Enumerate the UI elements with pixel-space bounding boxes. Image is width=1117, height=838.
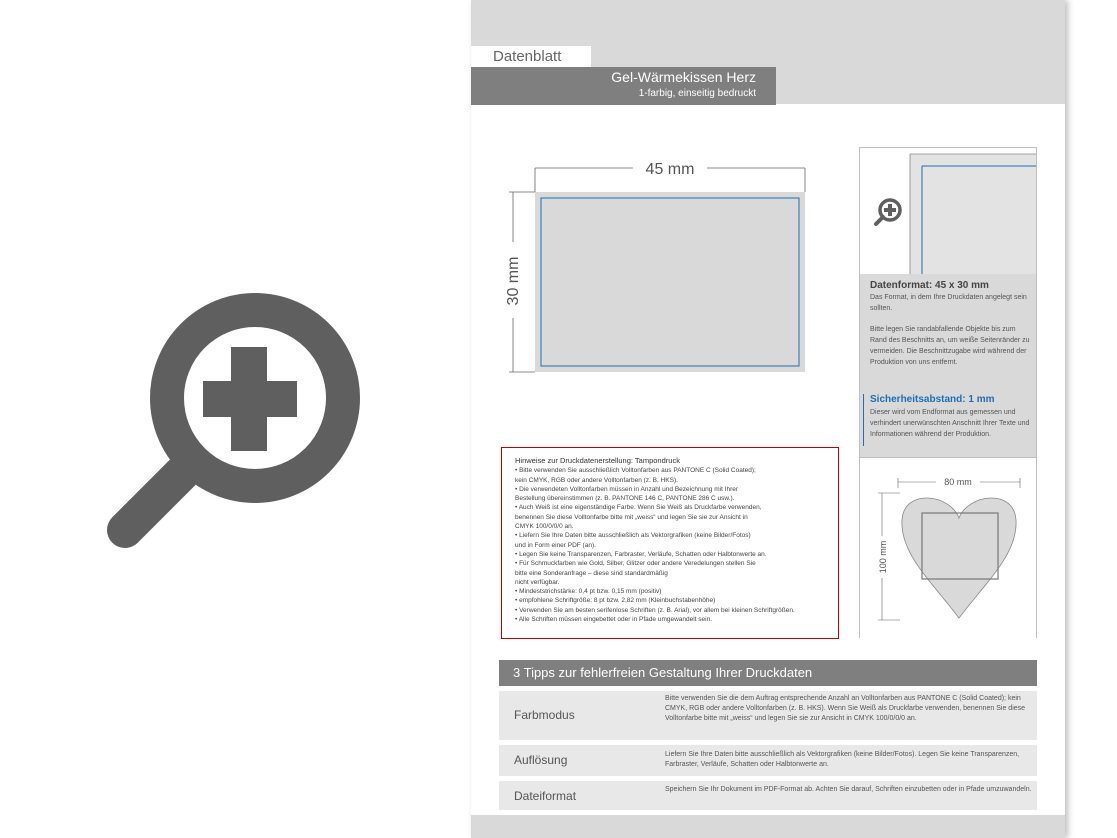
heart-drawing bbox=[860, 457, 1036, 638]
hints-box bbox=[501, 447, 839, 639]
datasheet-page bbox=[471, 0, 1065, 838]
hint-line: und in Form einer PDF (an). bbox=[515, 541, 596, 549]
corner-preview bbox=[860, 148, 1036, 274]
tip-text: Liefern Sie Ihre Daten bitte ausschließlich als Vektorgrafiken (keine Bilder/Fotos). Legen Sie keine Transparenzen, Farbraster, Verläufe, Schatten oder Halbtonwerte an. bbox=[665, 751, 1020, 768]
format-info bbox=[860, 274, 1036, 457]
hint-line: Bestellung übereinstimmen (z. B. PANTONE 146 C, PANTONE 286 C usw.). bbox=[515, 495, 735, 503]
hint-line: • Die verwendeten Volltonfarben müssen in Anzahl und Bezeichnung mit Ihrer bbox=[515, 485, 739, 493]
heart-shape bbox=[902, 498, 1016, 618]
hint-line: benennen Sie diese Volltonfarbe bitte mit „weiss“ und legen Sie sie zur Ansicht in bbox=[515, 513, 748, 521]
format-drawing bbox=[501, 150, 811, 380]
hint-line: • Bitte verwenden Sie ausschließlich Volltonfarben aus PANTONE C (Solid Coated); bbox=[515, 467, 756, 475]
product-title: Gel-Wärmekissen Herz bbox=[611, 69, 756, 85]
tip-row-dateiformat bbox=[499, 781, 1037, 810]
hint-line: • Verwenden Sie am besten serifenlose Schriften (z. B. Arial), vor allem bei kleinen Schriftgrößen. bbox=[515, 606, 795, 614]
tip-row-aufloesung bbox=[499, 745, 1037, 776]
tip-text: Speichern Sie Ihr Dokument im PDF-Format ab. Achten Sie darauf, Schriften einzubetten oder in Pfade umzuwandeln. bbox=[665, 786, 1032, 793]
zoom-in-icon[interactable] bbox=[872, 197, 904, 229]
zoom-in-icon[interactable] bbox=[100, 285, 360, 550]
footer-band bbox=[471, 815, 1065, 838]
heart-height-label: 100 mm bbox=[878, 540, 888, 574]
height-dimension-label: 30 mm bbox=[505, 256, 522, 306]
tip-text: Bitte verwenden Sie die dem Auftrag entsprechende Anzahl an Volltonfarben aus PANTONE C (Solid Coated); kein CMYK, RGB oder andere Volltonfarben (z. B. HKS). Wenn Sie Weiß als Druckfarbe verwenden, benennen Sie diese Volltonfarbe bitte mit „weiss“ und legen Sie sie zur Ansicht in CMYK 100/0/0/0 an. bbox=[665, 695, 1026, 722]
product-subtitle: 1-farbig, einseitig bedruckt bbox=[638, 88, 756, 99]
hint-line: • Alle Schriften müssen eingebettet oder in Pfade umgewandelt sein. bbox=[515, 616, 713, 624]
safety-marker bbox=[863, 394, 864, 446]
hint-line: nicht verfügbar. bbox=[515, 578, 560, 586]
tips-heading: 3 Tipps zur fehlerfreien Gestaltung Ihrer Druckdaten bbox=[499, 660, 1037, 686]
tip-label: Dateiformat bbox=[514, 789, 577, 803]
hint-line: • Für Schmuckfarben wie Gold, Silber, Glitzer oder andere Veredelungen stellen Sie bbox=[515, 560, 756, 568]
hint-line: kein CMYK, RGB oder andere Volltonfarben (z. B. HKS). bbox=[515, 476, 678, 484]
format-title: Datenformat: 45 x 30 mm bbox=[870, 280, 989, 291]
heart-width-label: 80 mm bbox=[944, 477, 972, 487]
datasheet-tab: Datenblatt bbox=[471, 46, 591, 67]
print-area bbox=[535, 192, 805, 372]
tip-row-farbmodus bbox=[499, 691, 1037, 740]
width-dimension-label: 45 mm bbox=[645, 161, 695, 178]
hint-line: • Liefern Sie Ihre Daten bitte ausschließlich als Vektorgrafiken (keine Bilder/Fotos) bbox=[515, 532, 751, 540]
hint-line: • Auch Weiß ist eine eigenständige Farbe. Wenn Sie Weiß als Druckfarbe verwenden, bbox=[515, 504, 762, 512]
format-sidebar bbox=[859, 147, 1037, 638]
hint-line: • Legen Sie keine Transparenzen, Farbraster, Verläufe, Schatten oder Halbtonwerte an. bbox=[515, 550, 767, 558]
title-bar bbox=[471, 67, 776, 105]
safety-text: Dieser wird vom Endformat aus gemessen und verhindert unerwünschten Anschnitt Ihrer Texte und Informationen während der Produktion. bbox=[870, 409, 1030, 438]
hint-line: • Mindeststrichstärke: 0,4 pt bzw. 0,15 mm (positiv) bbox=[515, 588, 662, 596]
hints-heading: Hinweise zur Druckdatenerstellung: Tampondruck bbox=[515, 456, 680, 465]
bleed-text: Bitte legen Sie randabfallende Objekte bis zum Rand des Beschnitts an, um weiße Seitenränder zu vermeiden. Die Beschnittzugabe wird während der Produktion von uns entfernt. bbox=[870, 326, 1030, 366]
hint-line: bitte eine Sonderanfrage – diese sind standardmäßig bbox=[515, 569, 668, 577]
tip-label: Farbmodus bbox=[514, 708, 575, 722]
hint-line: CMYK 100/0/0/0 an. bbox=[515, 523, 574, 531]
safety-title: Sicherheitsabstand: 1 mm bbox=[870, 394, 995, 405]
hint-line: • empfohlene Schriftgröße: 8 pt bzw. 2,82 mm (Kleinbuchstabenhöhe) bbox=[515, 597, 716, 605]
format-text: Das Format, in dem Ihre Druckdaten angelegt sein sollten. bbox=[870, 294, 1027, 312]
tip-label: Auflösung bbox=[514, 753, 568, 767]
